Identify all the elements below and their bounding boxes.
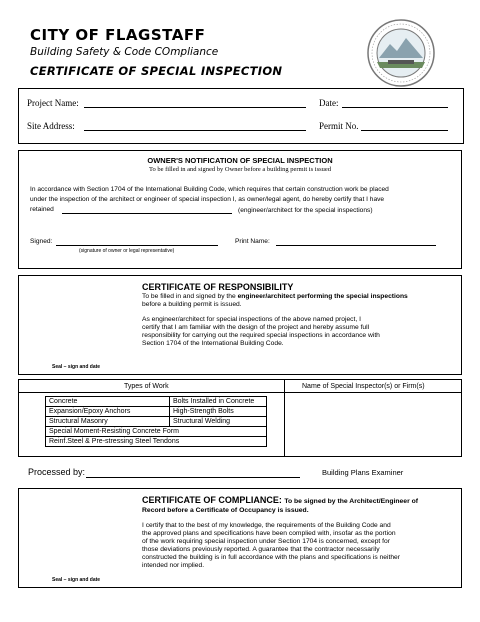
compliance-body-line: I certify that to the best of my knowledge, the requirements of the Building Code and <box>142 522 391 529</box>
work-type-concrete[interactable]: Concrete <box>46 397 170 407</box>
signed-label: Signed: <box>30 238 53 245</box>
owner-section-title: OWNER'S NOTIFICATION OF SPECIAL INSPECTION <box>147 156 333 165</box>
retained-note: (engineer/architect for the special inspections) <box>238 207 373 214</box>
compliance-body-line: constructed the building is in full accordance with the plans and specifications is neither <box>142 554 400 561</box>
work-type-welding[interactable]: Structural Welding <box>170 417 267 427</box>
owner-section-subtitle: To be filled in and signed by Owner before a building permit is issued <box>148 166 332 173</box>
processed-by-field[interactable] <box>86 477 300 478</box>
site-address-field[interactable] <box>84 130 306 131</box>
responsibility-title: CERTIFICATE OF RESPONSIBILITY <box>142 282 294 292</box>
date-label: Date: <box>319 98 339 108</box>
document-title: CERTIFICATE OF SPECIAL INSPECTION <box>30 64 283 78</box>
work-type-anchors[interactable]: Expansion/Epoxy Anchors <box>46 407 170 417</box>
responsibility-body-line: certify that I am familiar with the design of the project and hereby assume full <box>142 324 370 331</box>
permit-no-label: Permit No. <box>319 121 359 131</box>
city-seal-logo <box>366 18 436 88</box>
work-type-moment-resisting[interactable]: Special Moment-Resisting Concrete Form <box>46 427 267 437</box>
compliance-title: CERTIFICATE OF COMPLIANCE: To be signed by the Architect/Engineer of <box>142 495 419 505</box>
table-row <box>46 427 267 437</box>
signature-note: (signature of owner or legal representative) <box>79 248 175 254</box>
compliance-subtitle: Record before a Certificate of Occupancy is issued. <box>142 507 309 514</box>
city-title: CITY OF FLAGSTAFF <box>30 26 206 44</box>
compliance-body-line: those deviations previously reported. A guarantee that the contractor necessarily <box>142 546 380 553</box>
inspector-name-header: Name of Special Inspector(s) or Firm(s) <box>302 383 425 390</box>
permit-no-field[interactable] <box>361 130 448 131</box>
compliance-body-line: of the work requiring special inspection under Section 1704 is concerned, except for <box>142 538 390 545</box>
table-row <box>46 417 267 427</box>
work-type-bolts-concrete[interactable]: Bolts Installed in Concrete <box>170 397 267 407</box>
compliance-body-line: intended nor implied. <box>142 562 205 569</box>
retained-label: retained <box>30 206 54 213</box>
work-types-grid <box>45 396 267 447</box>
date-field[interactable] <box>342 107 448 108</box>
seal-sign-label: Seal – sign and date <box>52 364 101 370</box>
compliance-seal-label: Seal – sign and date <box>52 577 101 583</box>
responsibility-subtitle-line2: before a building permit is issued. <box>142 301 242 308</box>
table-row <box>46 407 267 417</box>
project-info-box <box>18 88 464 144</box>
project-name-field[interactable] <box>84 107 306 108</box>
site-address-label: Site Address: <box>27 121 75 131</box>
responsibility-body-line: responsibility for carrying out the required special inspections in accordance with <box>142 332 380 339</box>
table-header-rule <box>18 392 462 393</box>
plans-examiner-label: Building Plans Examiner <box>322 468 404 477</box>
owner-signature-field[interactable] <box>56 245 218 246</box>
responsibility-subtitle: To be filled in and signed by the engineer/architect performing the special inspections <box>142 293 408 300</box>
work-type-high-strength-bolts[interactable]: High-Strength Bolts <box>170 407 267 417</box>
work-type-reinf-steel[interactable]: Reinf.Steel & Pre-stressing Steel Tendons <box>46 437 267 447</box>
processed-by-label: Processed by: <box>28 467 86 477</box>
types-of-work-header: Types of Work <box>124 383 169 390</box>
responsibility-body-line: Section 1704 of the International Building Code. <box>142 340 284 347</box>
print-name-label: Print Name: <box>235 238 270 245</box>
table-divider <box>284 379 285 457</box>
project-name-label: Project Name: <box>27 98 79 108</box>
table-row <box>46 437 267 447</box>
retained-field[interactable] <box>62 213 232 214</box>
table-row <box>46 397 267 407</box>
owner-body-line1: In accordance with Section 1704 of the International Building Code, which requires that certain construction work be placed <box>30 186 389 193</box>
responsibility-body-line: As engineer/architect for special inspections of the above named project, I <box>142 316 361 323</box>
work-type-masonry[interactable]: Structural Masonry <box>46 417 170 427</box>
department-name: Building Safety & Code COmpliance <box>30 46 219 58</box>
compliance-body-line: the approved plans and specifications have been complied with, insofar as the portion <box>142 530 396 537</box>
print-name-field[interactable] <box>276 245 436 246</box>
owner-body-line2: under the inspection of the architect or engineer of special inspection I, as owner/legal agent, do hereby certify that I have <box>30 196 385 203</box>
